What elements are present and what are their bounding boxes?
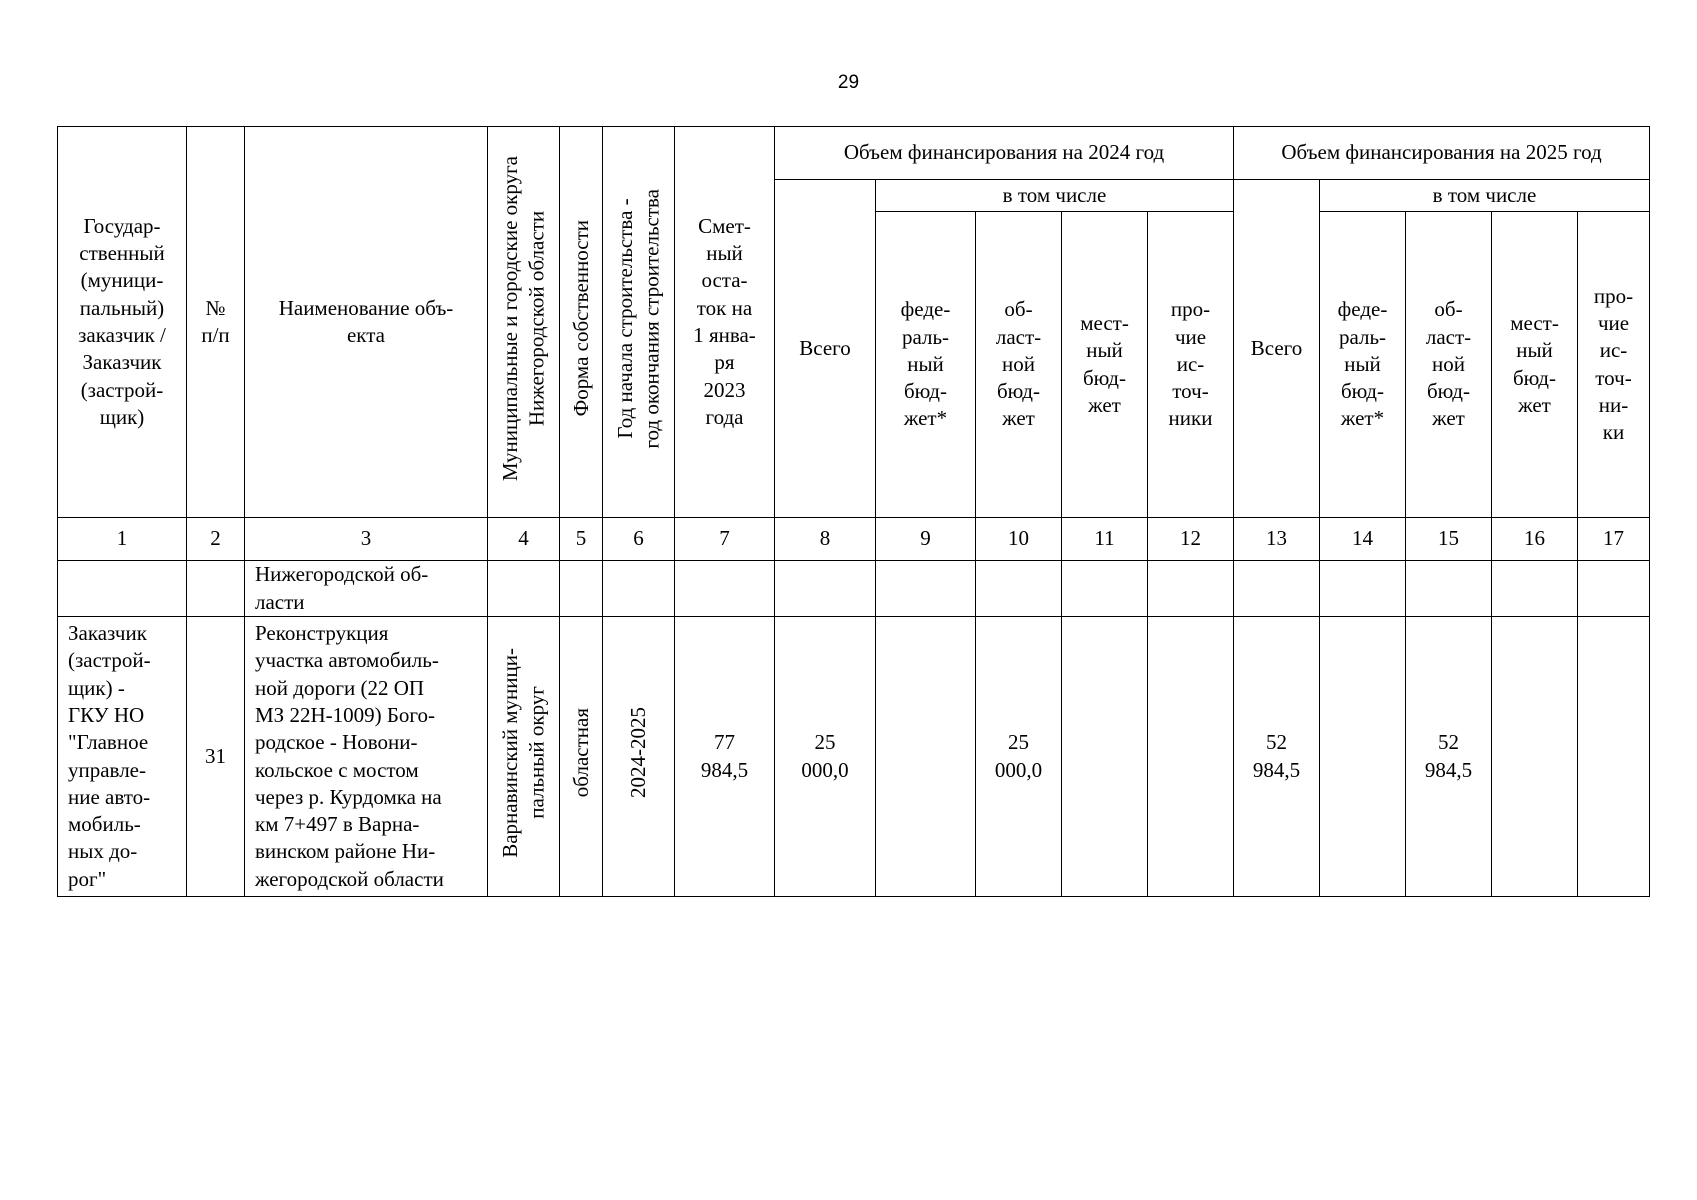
continuation-row [58,561,1650,617]
column-number: 7 [675,518,775,561]
header-customer: Государ- ственный (муници- пальный) заказчик / Заказчик (застрой- щик) [58,127,187,518]
header-object-name: Наименование объ- екта [245,127,488,518]
empty-cell [1578,561,1650,617]
empty-cell [1406,561,1492,617]
header-federal-2024: феде- раль- ный бюд- жет* [876,212,976,518]
empty-cell [58,561,187,617]
column-number: 3 [245,518,488,561]
row-total-2025: 52 984,5 [1234,617,1320,897]
header-years-text: Год начала строительства - год окончания строительства [613,188,664,449]
column-number: 12 [1148,518,1234,561]
row-district-text: Варнавинский муници- пальный округ [498,647,549,858]
header-row-1 [58,127,1650,180]
column-number: 6 [603,518,675,561]
header-years [603,127,675,518]
header-ownership [560,127,603,518]
empty-cell [1320,561,1406,617]
column-number: 13 [1234,518,1320,561]
empty-cell [775,561,876,617]
row-regional-2024: 25 000,0 [976,617,1062,897]
empty-cell [1148,561,1234,617]
row-estimate: 77 984,5 [675,617,775,897]
row-total-2024: 25 000,0 [775,617,876,897]
empty-cell [603,561,675,617]
column-number: 11 [1062,518,1148,561]
header-districts [488,127,560,518]
row-number: 31 [187,617,245,897]
empty-cell [1492,561,1578,617]
header-including-2025: в том числе [1320,180,1650,212]
row-federal-2025 [1320,617,1406,897]
header-regional-2024: об- ласт- ной бюд- жет [976,212,1062,518]
column-number: 8 [775,518,876,561]
header-districts-text: Муниципальные и городские округа Нижегородской области [498,155,549,481]
financing-table [57,126,1650,897]
empty-cell [488,561,560,617]
header-federal-2025: феде- раль- ный бюд- жет* [1320,212,1406,518]
header-regional-2025: об- ласт- ной бюд- жет [1406,212,1492,518]
column-number: 2 [187,518,245,561]
row-ownership [560,617,603,897]
continuation-object-name: Нижегородской об- ласти [245,561,488,617]
header-financing-2025: Объем финансирования на 2025 год [1234,127,1650,180]
row-object-name: Реконструкция участка автомобиль- ной дороги (22 ОП МЗ 22Н-1009) Бого- родское - Новони- кольское с мостом через р. Курдомка на км 7+497 в Варна- винском районе Ни- жегородской области [245,617,488,897]
header-financing-2024: Объем финансирования на 2024 год [775,127,1234,180]
column-number: 15 [1406,518,1492,561]
row-local-2024 [1062,617,1148,897]
column-number: 1 [58,518,187,561]
row-ownership-text: областная [568,708,593,798]
column-number: 5 [560,518,603,561]
column-number: 17 [1578,518,1650,561]
page-number: 29 [837,72,860,93]
table-row [58,617,1650,897]
column-number: 14 [1320,518,1406,561]
row-other-2024 [1148,617,1234,897]
header-total-2024: Всего [775,180,876,518]
column-number: 16 [1492,518,1578,561]
empty-cell [1062,561,1148,617]
column-number-row [58,518,1650,561]
empty-cell [1234,561,1320,617]
empty-cell [876,561,976,617]
empty-cell [187,561,245,617]
column-number: 4 [488,518,560,561]
row-years-text: 2024-2025 [626,707,651,799]
header-including-2024: в том числе [876,180,1234,212]
header-other-2025: про- чие ис- точ- ни- ки [1578,212,1650,518]
column-number: 9 [876,518,976,561]
row-local-2025 [1492,617,1578,897]
header-local-2025: мест- ный бюд- жет [1492,212,1578,518]
row-regional-2025: 52 984,5 [1406,617,1492,897]
header-total-2025: Всего [1234,180,1320,518]
row-other-2025 [1578,617,1650,897]
header-estimate: Смет- ный оста- ток на 1 янва- ря 2023 года [675,127,775,518]
header-local-2024: мест- ный бюд- жет [1062,212,1148,518]
row-district [488,617,560,897]
row-customer: Заказчик (застрой- щик) - ГКУ НО "Главное управле- ние авто- мобиль- ных до- рог" [58,617,187,897]
header-ownership-text: Форма собственности [568,220,593,417]
header-other-2024: про- чие ис- точ- ники [1148,212,1234,518]
empty-cell [976,561,1062,617]
column-number: 10 [976,518,1062,561]
row-years [603,617,675,897]
row-federal-2024 [876,617,976,897]
empty-cell [675,561,775,617]
header-number: № п/п [187,127,245,518]
empty-cell [560,561,603,617]
